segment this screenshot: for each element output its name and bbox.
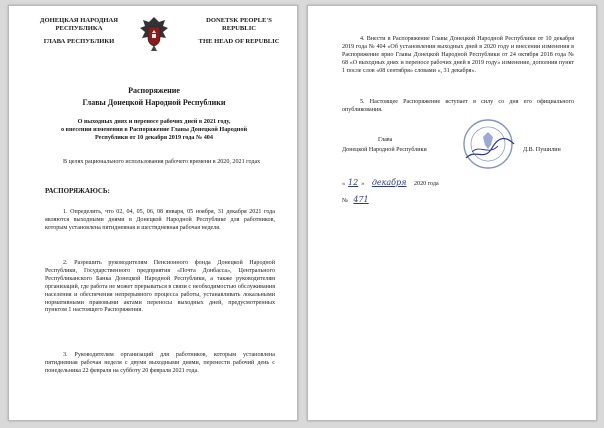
header-left — [31, 17, 127, 46]
document-number — [342, 196, 373, 205]
paragraph-2: 2. Разрешить руководителям Пенсионного фонда Донецкой Народной Республики, Государственного предприятия «Почта Донбасса», Центрального Республиканского Банка Донецкой Народной Республики, а также руководителям организаций, где работа не может прерываться в связи с необходимостью обслуживания населения и обеспечения непрерывного процесса работы, устанавливать локальными нормативными правовыми актами переносы выходных дней, предусмотренных пунктом 1 настоящего Распоряжения. — [45, 260, 275, 314]
number-prefix: № — [342, 198, 348, 204]
subject-line-2: о внесении изменения в Распоряжение Главы Донецкой Народной — [60, 126, 248, 133]
header-right-line2: REPUBLIC — [221, 25, 257, 32]
document-page-2 — [307, 5, 597, 421]
subject-line-3: Республики от 10 декабря 2019 года № 404 — [94, 134, 213, 141]
order-word: РАСПОРЯЖАЮСЬ: — [45, 187, 110, 195]
date-day: 12 — [348, 178, 359, 187]
document-page-1 — [8, 5, 298, 421]
header-right — [191, 17, 287, 46]
date-month: декабря — [371, 178, 407, 187]
header-left-line1: ДОНЕЦКАЯ НАРОДНАЯ — [39, 17, 119, 24]
signature-title-2: Донецкой Народной Республики — [342, 147, 427, 153]
header-right-line1: DONETSK PEOPLE'S — [206, 17, 272, 24]
signature-title-1: Глава — [378, 137, 393, 143]
paragraph-1: 1. Определить, что 02, 04, 05, 06, 08 января, 05 ноября, 31 декабря 2021 года являются выходными днями в Донецкой Народной Республике для работников, которым установлена пятидневная и шестидневная рабочая неделя. — [45, 209, 275, 231]
header-left-line2: РЕСПУБЛИКА — [55, 25, 103, 32]
document-date: « 12 » декабря 2020 года — [342, 178, 439, 187]
intro-paragraph: В целях рационального использования рабочего времени в 2020, 2021 годах — [63, 159, 261, 165]
paragraph-5: 5. Настоящее Распоряжение вступает в силу со дня его официального опубликования. — [342, 99, 574, 113]
subject-line-1: О выходных днях и переносе рабочих дней в 2021 году, — [77, 118, 231, 125]
document-title-issuer: Главы Донецкой Народной Республики — [82, 98, 226, 107]
official-stamp-icon — [458, 118, 518, 170]
signatory-name: Д.В. Пушилин — [523, 147, 561, 153]
header-left-sub: ГЛАВА РЕСПУБЛИКИ — [43, 38, 115, 45]
date-year: 2020 года — [414, 181, 439, 187]
number-value: 471 — [353, 195, 369, 204]
paragraph-4: 4. Внести в Распоряжение Главы Донецкой Народной Республики от 10 декабря 2019 года № 404 «Об установлении выходных дней в 2020 году и внесении изменения в Распоряжение врио Главы Донецкой Народной Республики от 24 октября 2018 года № 68 «О выходных днях и переносе рабочих дней в 2019 году» изменение, дополнив пункт 1 после слов «08 сентября» словами «, 31 декабря». — [342, 36, 574, 74]
coat-of-arms-icon — [137, 14, 171, 54]
paragraph-3: 3. Руководителям организаций для работников, которым установлена пятидневная рабочая неделя с двумя выходными днями, перенести рабочий день с понедельника 22 февраля на субботу 20 февраля 2021 года. — [45, 352, 275, 374]
document-title: Распоряжение — [128, 86, 180, 95]
header-right-sub: THE HEAD OF REPUBLIC — [198, 38, 280, 45]
